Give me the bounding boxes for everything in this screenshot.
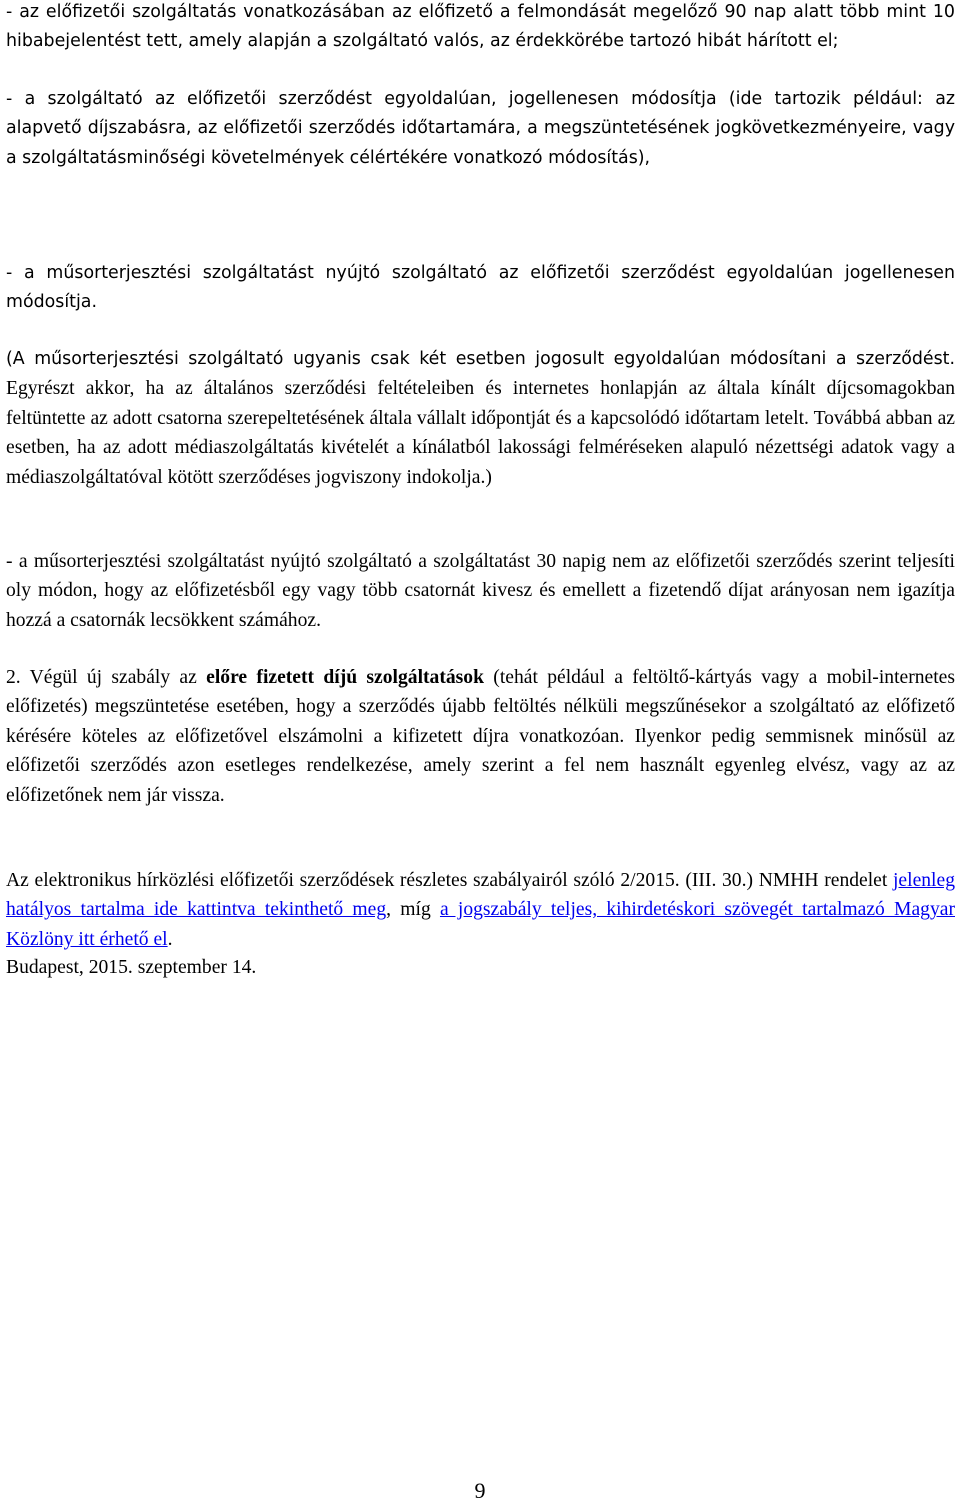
paragraph-text: , míg	[386, 899, 440, 921]
paragraph-text: (A műsorterjesztési szolgáltató ugyanis csak két esetben jogosult egyoldalúan módosítani a szerződést.	[6, 349, 955, 369]
paragraph-broadcast-explanation	[6, 344, 955, 492]
paragraph-text: - a műsorterjesztési szolgáltatást nyújtó szolgáltató az előfizetői szerződést egyoldalúan jogellenesen módosítja.	[6, 263, 955, 313]
paragraph-date	[6, 953, 955, 982]
paragraph-text: - a műsorterjesztési szolgáltatást nyújtó szolgáltató a szolgáltatást 30 napig nem az előfizetői szerződés szerint teljesíti oly módon, hogy az előfizetésből egy vagy több csatornát kivesz és emellett a fizetendő díjat arányosan nem igazítja hozzá a csatornák lecsökkent számához.	[6, 551, 955, 631]
paragraph-nmhh-regulation	[6, 866, 955, 954]
paragraph-prepaid-services	[6, 663, 955, 810]
paragraph-text: .	[167, 928, 173, 950]
magyar-kozlony-link[interactable]: a jogszabály teljes, kihirdetéskori szövegét tartalmazó Magyar Közlöny itt érhető el	[6, 899, 955, 950]
paragraph-text: 2. Végül új szabály az	[6, 667, 207, 688]
bold-term: előre fizetett díjú szolgáltatások	[206, 667, 484, 688]
page-number: 9	[474, 1478, 486, 1503]
paragraph-channel-removal	[6, 547, 955, 635]
paragraph-text: - az előfizetői szolgáltatás vonatkozásában az előfizető a felmondását megelőző 90 nap alatt több mint 10 hibabejelentést tett, amely alapján a szolgáltató valós, az érdekkörébe tartozó hibát hárított el;	[6, 2, 955, 52]
paragraph-text: - a szolgáltató az előfizetői szerződést egyoldalúan, jogellenesen módosítja (ide tartozik például: az alapvető díjszabásra, az előfizetői szerződés időtartamára, a megszüntetésének jogkövetkezményeire, vagy a szolgáltatásminőségi követelmények célértékére vonatkozó módosítás),	[6, 89, 955, 168]
paragraph-unilateral-modification	[6, 85, 955, 173]
paragraph-subscriber-faults	[6, 0, 955, 57]
paragraph-text: Az elektronikus hírközlési előfizetői szerződések részletes szabályairól szóló 2/2015. (III. 30.) NMHH rendelet	[6, 870, 893, 891]
paragraph-broadcast-modification	[6, 259, 955, 318]
paragraph-text: (tehát például a feltöltő-kártyás vagy a mobil-internetes előfizetés) megszüntetése esetében, hogy a szerződés újabb feltöltés nélküli megszűnésekor a szolgáltató az előfizető kérésére köteles az előfizetővel elszámolni a kifizetett díjra vonatkozóan. Ilyenkor pedig semmisnek minősül az előfizetői szerződés azon esetleges rendelkezése, amely szerint a fel nem használt egyenleg elvész, vagy az az előfizetőnek nem jár vissza.	[6, 667, 955, 806]
date-text: Budapest, 2015. szeptember 14.	[6, 957, 257, 978]
current-text-link[interactable]: jelenleg hatályos tartalma ide kattintva tekinthető meg	[6, 870, 955, 921]
paragraph-text: Egyrészt akkor, ha az általános szerződési feltételeiben és internetes honlapján az általa kínált díjcsomagokban feltüntette az adott csatorna szerepeltetésének általa vállalt időpontját és a kapcsolódó időtartam letelt. Továbbá abban az esetben, ha az adott médiaszolgáltatás kivételét a kínálatból lakossági felméréseken alapuló nézettségi adatok vagy a médiaszolgáltatóval kötött szerződéses jogviszony indokolja.)	[6, 378, 955, 488]
